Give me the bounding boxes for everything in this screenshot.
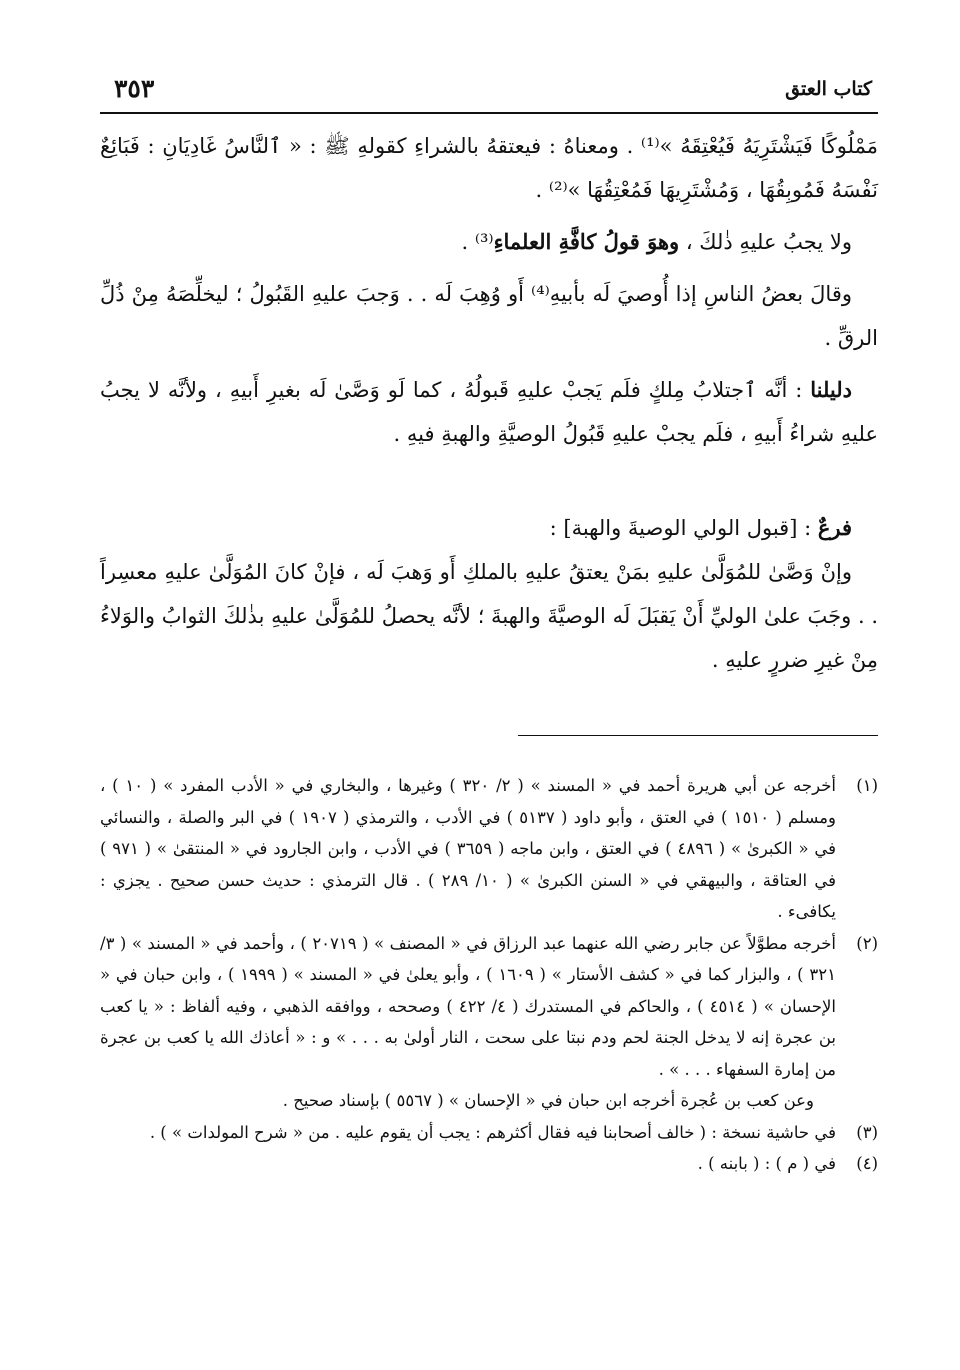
page-number: ٣٥٣: [114, 74, 155, 103]
branch-title: : [قبول الولي الوصيةَ والهبة] :: [549, 516, 818, 540]
footnote-1: [100, 770, 878, 928]
footnote-text: في حاشية نسخة : ( خالف أصحابنا فيه فقال أكثرهم : يجب أن يقوم عليه . من « شرح المولدات » ) .: [149, 1122, 836, 1142]
footnote-2: [100, 928, 878, 1117]
footnote-number: (٤): [856, 1154, 878, 1173]
footnote-3: [100, 1117, 878, 1149]
header-divider: [100, 112, 878, 114]
footnote-number: (٣): [856, 1122, 878, 1142]
footnote-body: [100, 928, 836, 1117]
scholars-consensus: وهوَ قولُ كافَّةِ العلماءِ: [493, 229, 680, 254]
running-title: كتاب العتق: [785, 78, 872, 100]
footnote-text: في ( م ) : ( بابنه ) .: [697, 1154, 836, 1173]
footnote-number: (١): [856, 776, 878, 795]
paragraph-scholars: [100, 220, 878, 264]
main-text: [100, 124, 878, 682]
footnote-number: (٢): [856, 933, 878, 953]
footnote-divider: [518, 735, 878, 736]
paragraph-guardian: وإنْ وَصَّىٰ للمُوَلَّىٰ عليهِ بمَنْ يعتقُ عليهِ بالملكِ أَو وَهبَ لَه ، فإنْ كانَ المُوَلَّىٰ عليهِ معسِراً . . وجَبَ علىٰ الوليِّ أَنْ يَقبَلَ لَه الوصيَّةَ والهبةَ ؛ لأنَّه يحصلُ للمُوَلَّىٰ عليهِ بذٰلكَ الثوابُ والوَلاءُ مِنْ غيرِ ضررٍ عليهِ .: [100, 560, 878, 672]
paragraph-opposing-view: وقالَ بعضُ الناسِ إذا أُوصيَ لَه بأبيهِ⁽⁴⁾ أَو وُهِبَ لَه . . وَجبَ عليهِ القَبُولُ ؛ ليخلِّصَهُ مِنْ ذُلِّ الرقِّ .: [100, 282, 878, 350]
footnote-text: أخرجه عن أبي هريرة أحمد في « المسند » ( ٢/ ٣٢٠ ) وغيرها ، والبخاري في « الأدب المفرد » ( ١٠ ) ، ومسلم ( ١٥١٠ ) في العتق ، وأبو داود ( ٥١٣٧ ) في الأدب ، والترمذي ( ١٩٠٧ ) في البر والصلة ، والنسائي في « الكبرىٰ » ( ٤٨٩٦ ) في العتق ، وابن ماجه ( ٣٦٥٩ ) في الأدب ، وابن الجارود في « المنتقىٰ » ( ٩٧١ ) في العتاقة ، والبيهقي في « السنن الكبرىٰ » ( ١٠/ ٢٨٩ ) . قال الترمذي : حديث حسن صحيح . يجزي : يكافىء .: [100, 776, 836, 921]
footnote-text: أخرجه مطوَّلاً عن جابر رضي الله عنهما عبد الرزاق في « المصنف » ( ٢٠٧١٩ ) ، وأحمد في « المسند » ( ٣/ ٣٢١ ) ، والبزار كما في « كشف الأستار » ( ١٦٠٩ ) ، وأبو يعلىٰ في « المسند » ( ١٩٩٩ ) ، وابن حبان في « الإحسان » ( ٤٥١٤ ) ، والحاكم في المستدرك ( ٤/ ٤٢٢ ) وصححه ، ووافقه الذهبي ، وفيه ألفاظ : « يا كعب بن عجرة إنه لا يدخل الجنة لحم ودم نبتا على سحت ، النار أولىٰ به . . . » و : « أعاذك الله يا كعب بن عجرة من إمارة السفهاء . . . » .: [100, 933, 836, 1079]
evidence-label: دليلنا: [810, 377, 852, 402]
branch-heading: [100, 506, 878, 550]
branch-label: فرعٌ: [817, 515, 852, 540]
evidence-text: : أنَّه ٱجتلابُ مِلكٍ فلَم يَجبْ عليهِ قَبولُهُ ، كما لَو وَصَّىٰ لَه بغيرِ أَبيهِ ، ولأنَّه لا يجبُ عليهِ شراءُ أَبيهِ ، فلَم يجبْ عليهِ قَبُولُ الوصيَّةِ والهبةِ فيهِ .: [100, 378, 878, 446]
footnotes: [100, 770, 878, 1180]
scholars-text: ولا يجبُ عليهِ ذٰلكَ ،: [679, 230, 852, 254]
paragraph-hadith: مَمْلُوكًا فَيَشْتَرِيَهُ فَيُعْتِقَهُ »⁽¹⁾ . ومعناهُ : فيعتقهُ بالشراءِ كقولهِ ﷺ : « ٱلنَّاسُ غَادِيَانِ : فَبَائِعٌ نَفْسَهُ فَمُوبِقُهَا ، وَمُشْتَرِيهَا فَمُعْتِقُهَا »⁽²⁾ .: [100, 134, 878, 202]
book-page: [100, 0, 878, 1370]
footnote-4: [100, 1148, 878, 1180]
scholars-footnote-ref: ⁽³⁾ .: [461, 230, 494, 254]
page-header: [100, 72, 878, 112]
paragraph-evidence: [100, 368, 878, 456]
footnote-extra: وعن كعب بن عُجرة أخرجه ابن حبان في « الإحسان » ( ٥٥٦٧ ) بإسناد صحيح .: [282, 1091, 814, 1110]
